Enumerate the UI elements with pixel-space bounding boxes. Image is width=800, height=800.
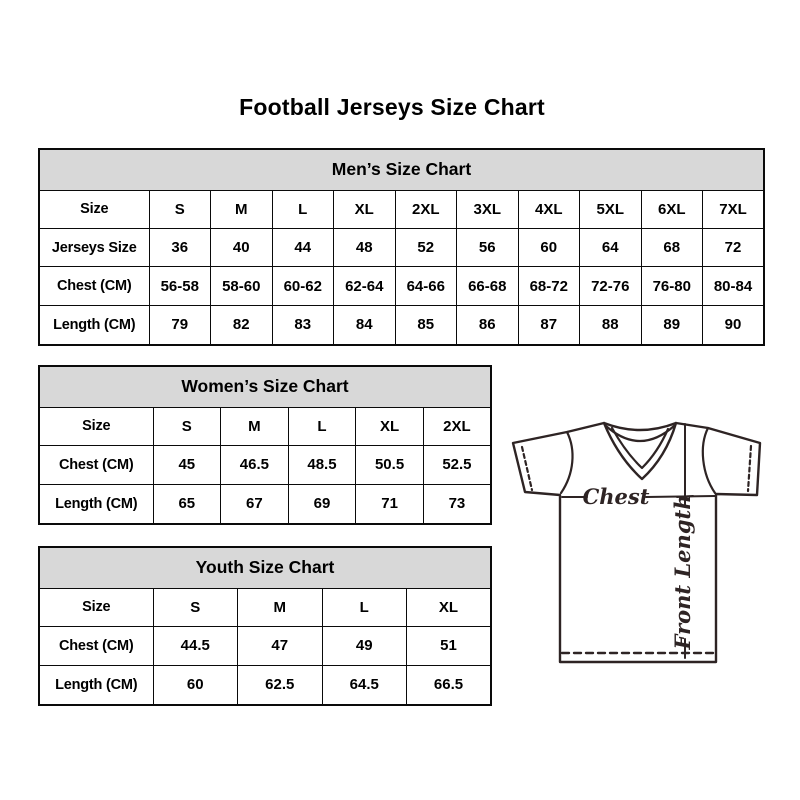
table-cell: 6XL [641, 190, 703, 228]
womens-table-title: Women’s Size Chart [39, 366, 491, 407]
table-row [39, 627, 491, 666]
jersey-outline [513, 423, 760, 662]
table-cell: 40 [211, 228, 273, 266]
table-cell: 7XL [703, 190, 765, 228]
table-row [39, 484, 491, 524]
row-label: Chest (CM) [39, 267, 149, 305]
table-cell: 83 [272, 305, 334, 345]
table-cell: L [272, 190, 334, 228]
table-cell: S [153, 407, 221, 446]
table-cell: 82 [211, 305, 273, 345]
table-cell: S [149, 190, 211, 228]
table-cell: 52.5 [423, 446, 491, 485]
table-cell: 60 [153, 665, 238, 705]
right-cuff-stitch-line [748, 446, 751, 491]
front-length-measure-label: Front Length [670, 494, 695, 650]
table-cell: M [211, 190, 273, 228]
table-cell: 51 [407, 627, 492, 666]
table-cell: 2XL [423, 407, 491, 446]
table-cell: 2XL [395, 190, 457, 228]
table-cell: 44 [272, 228, 334, 266]
table-row [39, 665, 491, 705]
table-row [39, 407, 491, 446]
table-cell: 56 [457, 228, 519, 266]
table-cell: 85 [395, 305, 457, 345]
table-cell: 72-76 [580, 267, 642, 305]
table-cell: 58-60 [211, 267, 273, 305]
table-cell: 62-64 [334, 267, 396, 305]
youth-size-table [38, 546, 492, 706]
table-cell: 48.5 [288, 446, 356, 485]
table-row [39, 228, 764, 266]
table-cell: M [221, 407, 289, 446]
table-cell: 79 [149, 305, 211, 345]
right-armhole-seam [703, 428, 715, 493]
row-label: Chest (CM) [39, 446, 153, 485]
table-cell: 36 [149, 228, 211, 266]
table-cell: 67 [221, 484, 289, 524]
mens-size-table [38, 148, 765, 346]
table-cell: 88 [580, 305, 642, 345]
table-cell: 5XL [580, 190, 642, 228]
row-label: Jerseys Size [39, 228, 149, 266]
table-row [39, 446, 491, 485]
chest-measure-label: Chest [582, 484, 650, 509]
table-cell: 68 [641, 228, 703, 266]
table-cell: L [322, 588, 407, 627]
youth-table-title: Youth Size Chart [39, 547, 491, 588]
table-cell: 60 [518, 228, 580, 266]
table-cell: 76-80 [641, 267, 703, 305]
row-label: Chest (CM) [39, 627, 153, 666]
table-cell: S [153, 588, 238, 627]
table-cell: 62.5 [238, 665, 323, 705]
table-cell: XL [407, 588, 492, 627]
table-cell: 84 [334, 305, 396, 345]
row-label: Size [39, 588, 153, 627]
row-label: Length (CM) [39, 484, 153, 524]
table-cell: 65 [153, 484, 221, 524]
table-cell: 66-68 [457, 267, 519, 305]
table-cell: 69 [288, 484, 356, 524]
table-row [39, 190, 764, 228]
table-cell: 80-84 [703, 267, 765, 305]
mens-table-title: Men’s Size Chart [39, 149, 764, 190]
table-cell: L [288, 407, 356, 446]
table-cell: 64.5 [322, 665, 407, 705]
table-cell: 64-66 [395, 267, 457, 305]
table-header-row [39, 366, 491, 407]
table-cell: XL [356, 407, 424, 446]
table-cell: M [238, 588, 323, 627]
table-header-row [39, 547, 491, 588]
page-title: Football Jerseys Size Chart [239, 94, 545, 120]
table-cell: 52 [395, 228, 457, 266]
table-cell: 60-62 [272, 267, 334, 305]
row-label: Length (CM) [39, 665, 153, 705]
row-label: Length (CM) [39, 305, 149, 345]
table-cell: 86 [457, 305, 519, 345]
table-cell: 45 [153, 446, 221, 485]
table-cell: 50.5 [356, 446, 424, 485]
table-cell: 68-72 [518, 267, 580, 305]
left-armhole-seam [561, 432, 573, 493]
table-cell: 49 [322, 627, 407, 666]
table-cell: 48 [334, 228, 396, 266]
table-cell: 87 [518, 305, 580, 345]
table-cell: 90 [703, 305, 765, 345]
table-cell: 64 [580, 228, 642, 266]
jersey-measurement-diagram [500, 400, 780, 692]
table-row [39, 267, 764, 305]
table-header-row [39, 149, 764, 190]
womens-size-table [38, 365, 492, 525]
table-row [39, 305, 764, 345]
table-cell: 47 [238, 627, 323, 666]
table-cell: XL [334, 190, 396, 228]
table-cell: 3XL [457, 190, 519, 228]
table-cell: 73 [423, 484, 491, 524]
table-cell: 66.5 [407, 665, 492, 705]
table-cell: 44.5 [153, 627, 238, 666]
row-label: Size [39, 190, 149, 228]
table-row [39, 588, 491, 627]
table-cell: 4XL [518, 190, 580, 228]
collar-inner-v [612, 428, 668, 468]
table-cell: 89 [641, 305, 703, 345]
table-cell: 71 [356, 484, 424, 524]
table-cell: 72 [703, 228, 765, 266]
row-label: Size [39, 407, 153, 446]
table-cell: 56-58 [149, 267, 211, 305]
table-cell: 46.5 [221, 446, 289, 485]
